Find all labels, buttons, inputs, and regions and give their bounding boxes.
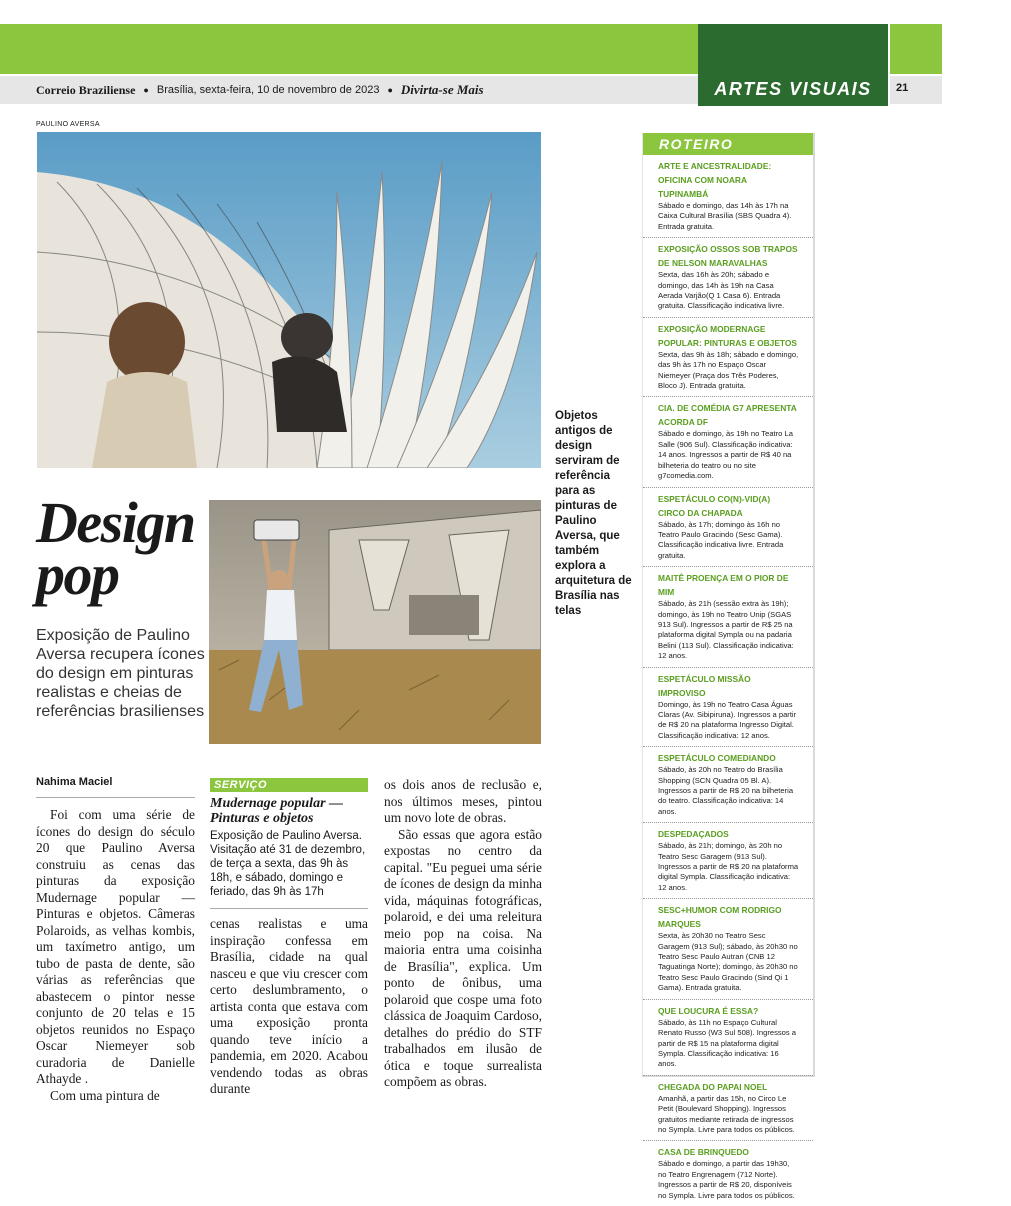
roteiro-event-description: Sábado, às 21h (sessão extra às 19h); domingo, às 19h no Teatro Unip (SGAS 913 Sul). Ingressos a partir de R$ 25 na plataforma digital Sympla ou na padaria Belini (113 Sul). Classificação indicativa: 12 anos. <box>658 599 794 661</box>
roteiro-event-description: Sábado, às 20h no Teatro do Brasília Shopping (SCN Quadra 05 Bl. A). Ingressos a partir de R$ 20 na bilheteria do teatro. Classificação indicativa: 14 anos. <box>658 765 794 816</box>
body-column-3 <box>384 777 542 1091</box>
servico-title: Mudernage popular — Pinturas e objetos <box>210 796 344 826</box>
roteiro-sidebar <box>642 133 815 1200</box>
servico-box <box>210 778 368 899</box>
header-green-bar <box>0 24 698 74</box>
roteiro-event <box>643 567 813 667</box>
servico-tag: SERVIÇO <box>210 778 368 792</box>
painting-cathedral-image <box>37 132 541 468</box>
roteiro-event-description: Sábado e domingo, a partir das 19h30, no Teatro Engrenagem (712 Norte). Ingressos a partir de R$ 20, disponíveis no Sympla. Livre para todos os públicos. <box>658 1159 795 1200</box>
roteiro-event <box>643 155 813 238</box>
roteiro-event-title: EXPOSIÇÃO MODERNAGE POPULAR: PINTURAS E OBJETOS <box>658 323 797 348</box>
separator-dot: ● <box>143 85 149 95</box>
roteiro-event <box>643 488 813 568</box>
section-tab <box>698 24 888 106</box>
photo-credit: PAULINO AVERSA <box>36 121 100 128</box>
headline-line-1: Design <box>36 490 195 555</box>
body-column-2 <box>210 916 368 1098</box>
roteiro-event-description: Sábado e domingo, às 19h no Teatro La Salle (906 Sul). Classificação indicativa: 14 anos. Ingressos a partir de R$ 40 na bilheteria do teatro ou no site g7comedia.com. <box>658 429 793 481</box>
roteiro-event-description: Sexta, das 9h às 18h; sábado e domingo, das 9h às 17h no Espaço Oscar Niemeyer (Praça dos Três Poderes, Bloco J). Entrada gratuita. <box>658 349 799 391</box>
body-paragraph: Foi com uma série de ícones do design do século 20 que Paulino Aversa construiu as cenas das pinturas da exposição Mudernage popular — Pinturas e objetos. Câmeras Polaroids, as velhas kombis, um taxímetro antigo, um tubo de pasta de dente, são várias as referências que abastecem o pintor nesse conjunto de 20 telas e 15 objetos reunidos no Espaço Oscar Niemeyer sob curadoria de Danielle Athayde . <box>36 807 195 1086</box>
body-column-1 <box>36 807 195 1104</box>
roteiro-event <box>643 1141 813 1206</box>
roteiro-event <box>643 1000 813 1076</box>
roteiro-event-description: Sábado, às 11h no Espaço Cultural Renato Russo (W3 Sul 508). Ingressos a partir de R$ 15 na plataforma digital Sympla. Classificação indicativa: 16 anos. <box>658 1017 797 1069</box>
roteiro-event-title: ESPETÁCULO COMEDIANDO <box>658 753 776 764</box>
roteiro-event <box>643 238 813 318</box>
roteiro-event-description: Sexta, às 20h30 no Teatro Sesc Garagem (913 Sul); sábado, às 20h30 no Teatro Sesc Paulo Autran (CNB 12 Taguatinga Norte); domingo, às 20h30 no Teatro Sesc Paulo Gracindo (Sind Qi 1 Gama). Entrada gratuita. <box>658 931 798 993</box>
roteiro-event-title: CASA DE BRINQUEDO <box>658 1147 749 1158</box>
roteiro-event-description: Sábado, às 21h; domingo, às 20h no Teatro Sesc Garagem (913 Sul). Ingressos a partir de R$ 20 na plataforma digital Sympla. Classificação indicativa: 12 anos. <box>658 841 799 892</box>
roteiro-event-title: MAITÊ PROENÇA EM O PIOR DE MIM <box>658 573 789 598</box>
roteiro-event-description: Domingo, às 19h no Teatro Casa Águas Claras (Av. Sibipiruna). Ingressos a partir de R$ 20 na plataforma Ingresso Digital. Classificação indicativa: 12 anos. <box>658 699 797 740</box>
body-paragraph: os dois anos de reclusão e, nos últimos meses, pintou um novo lote de obras. <box>384 777 542 825</box>
roteiro-event-description: Sábado e domingo, das 14h às 17h na Caixa Cultural Brasília (SBS Quadra 4). Entrada gratuita. <box>658 201 792 231</box>
dateline-text: Brasília, sexta-feira, 10 de novembro de 2023 <box>156 84 380 96</box>
roteiro-event-title: ESPETÁCULO CO(N)-VID(A) CIRCO DA CHAPADA <box>658 493 771 518</box>
body-paragraph: São essas que agora estão expostas no centro da capital. "Eu peguei uma série de ícones de design da minha vida, máquinas fotográficas, polaroid, e dei uma releitura meio pop na coisa. Na maioria entra uma coisinha de Brasília", explica. Um ponto de ônibus, uma polaroid que cospe uma foto clássica de Joaquim Cardoso, detalhes do prédio do STF trabalhados em ilusão de ótica e toque surrealista compõem as obras. <box>384 826 542 1089</box>
body-paragraph: Com uma pintura de <box>50 1087 160 1103</box>
roteiro-event-description: Amanhã, a partir das 15h, no Circo Le Petit (Boulevard Shopping). Ingressos gratuitos mediante retirada de ingressos no Sympla. Livre para todos os públicos. <box>658 1093 795 1134</box>
body-paragraph: cenas realistas e uma inspiração confessa em Brasília, cidade na qual nasceu e que viu crescer com certo deslumbramento, o artista conta que estava com uma exposição pronta quando teve início a pandemia, em 2020. Acabou vendendo todas as obras durante <box>210 916 368 1096</box>
roteiro-event <box>643 1076 813 1142</box>
roteiro-event-title: EXPOSIÇÃO OSSOS SOB TRAPOS DE NELSON MARAVALHAS <box>658 244 798 269</box>
servico-body: Exposição de Paulino Aversa. Visitação até 31 de dezembro, de terça a sexta, das 9h às 18h, e sábado, domingo e feriado, das 9h às 17h <box>210 830 366 898</box>
roteiro-event-title: ESPETÁCULO MISSÃO IMPROVISO <box>658 673 751 698</box>
dateline-bar <box>0 76 698 104</box>
roteiro-event-title: DESPEDAÇADOS <box>658 829 729 840</box>
section-title: ARTES VISUAIS <box>714 79 872 99</box>
roteiro-event-title: SESC+HUMOR COM RODRIGO MARQUES <box>658 905 782 930</box>
painting-man-camera-image <box>209 500 541 744</box>
roteiro-event-title: QUE LOUCURA É ESSA? <box>658 1005 759 1016</box>
divider <box>36 797 195 798</box>
byline: Nahima Maciel <box>36 776 113 788</box>
roteiro-event-title: CHEGADA DO PAPAI NOEL <box>658 1081 768 1092</box>
roteiro-event-description: Sexta, das 16h às 20h; sábado e domingo, das 14h às 19h na Casa Aerada Varjão(Q 1 Casa 6). Entrada gratuita. Classificação indicativa livre. <box>658 270 785 311</box>
roteiro-event <box>643 899 813 999</box>
roteiro-event <box>643 668 813 748</box>
separator-dot: ● <box>387 85 393 95</box>
roteiro-event <box>643 823 813 899</box>
masthead: Correio Braziliense <box>36 82 136 97</box>
roteiro-event <box>643 318 813 398</box>
roteiro-event <box>643 747 813 823</box>
roteiro-event-description: Sábado, às 17h; domingo às 16h no Teatro Paulo Gracindo (Sesc Gama). Classificação indicativa livre. Entrada gratuita. <box>658 519 784 560</box>
photo-caption: Objetos antigos de design serviram de referência para as pinturas de Paulino Aversa, que também explora a arquitetura de Brasília nas telas <box>555 410 632 617</box>
supplement-name: Divirta-se Mais <box>400 82 484 97</box>
roteiro-event <box>643 397 813 487</box>
page-number: 21 <box>896 82 909 94</box>
roteiro-event-title: ARTE E ANCESTRALIDADE: OFICINA COM NOARA TUPINAMBÁ <box>658 161 772 199</box>
headline-line-2: pop <box>36 542 119 607</box>
deck-subtitle: Exposição de Paulino Aversa recupera ícones do design em pinturas realistas e cheias de referências brasilienses <box>36 627 205 720</box>
roteiro-event-list <box>643 155 813 1206</box>
header-green-bar-right <box>890 24 942 74</box>
headline <box>36 490 195 607</box>
roteiro-event-title: CIA. DE COMÉDIA G7 APRESENTA ACORDA DF <box>658 403 797 428</box>
divider <box>210 908 368 909</box>
roteiro-title: ROTEIRO <box>643 133 813 155</box>
